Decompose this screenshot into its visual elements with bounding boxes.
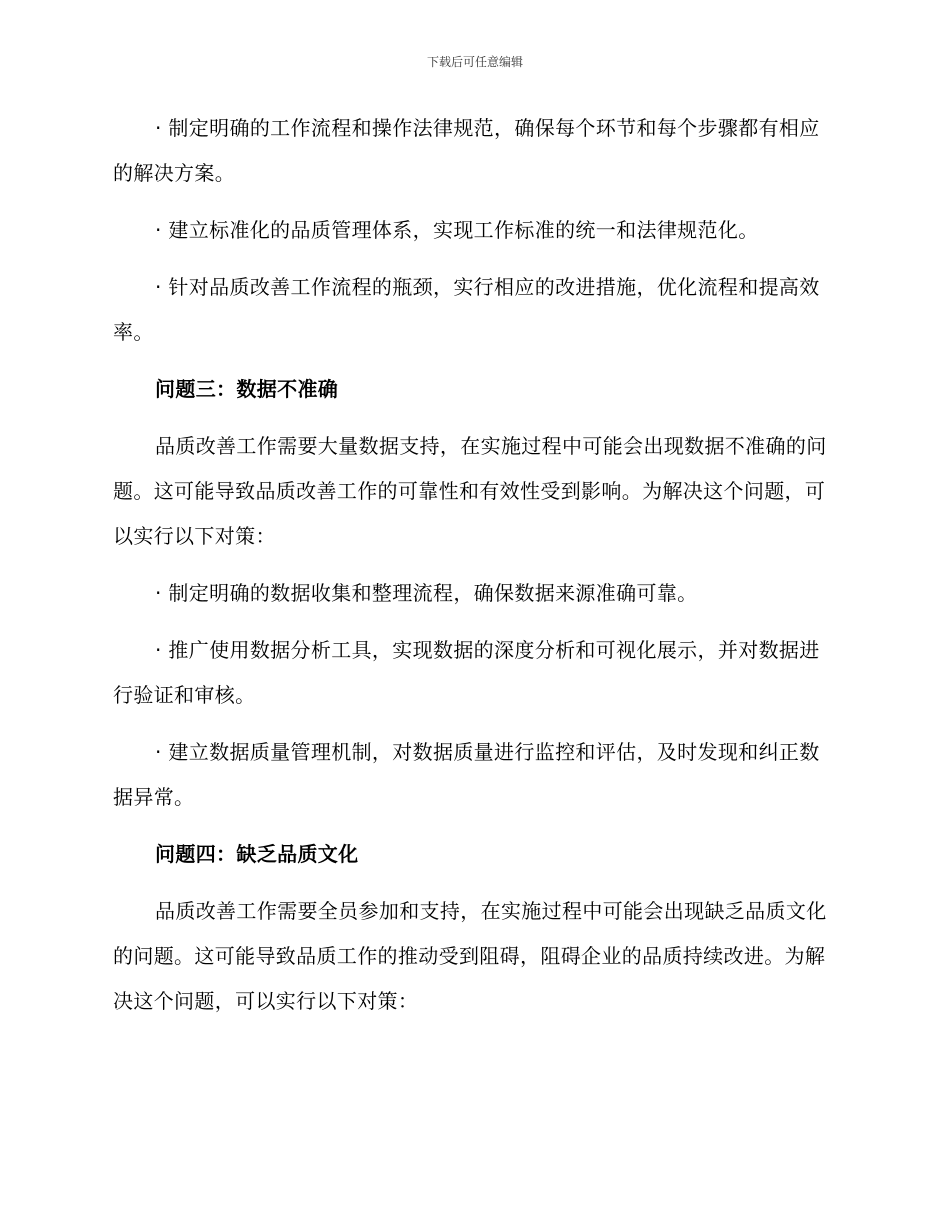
bullet-paragraph: · 针对品质改善工作流程的瓶颈，实行相应的改进措施，优化流程和提高效率。 bbox=[113, 275, 820, 344]
section-heading: 问题三：数据不准确 bbox=[155, 377, 339, 401]
bullet-paragraph: · 推广使用数据分析工具，实现数据的深度分析和可视化展示，并对数据进行验证和审核。 bbox=[113, 638, 820, 707]
bullet-paragraph: · 制定明确的数据收集和整理流程，确保数据来源准确可靠。 bbox=[155, 581, 698, 605]
bullet-paragraph: · 建立数据质量管理机制，对数据质量进行监控和评估，及时发现和纠正数据异常。 bbox=[113, 740, 820, 809]
page-header: 下载后可任意编辑 bbox=[426, 55, 523, 69]
bullet-paragraph: · 建立标准化的品质管理体系，实现工作标准的统一和法律规范化。 bbox=[155, 218, 759, 242]
body-paragraph: 品质改善工作需要全员参加和支持，在实施过程中可能会出现缺乏品质文化的问题。这可能导致品质工作的推动受到阻碍，阻碍企业的品质持续改进。为解决这个问题，可以实行以下对策： bbox=[113, 899, 827, 1013]
document-body bbox=[113, 106, 833, 1036]
body-paragraph: 品质改善工作需要大量数据支持，在实施过程中可能会出现数据不准确的问题。这可能导致品质改善工作的可靠性和有效性受到影响。为解决这个问题，可以实行以下对策： bbox=[113, 434, 827, 548]
bullet-paragraph: · 制定明确的工作流程和操作法律规范，确保每个环节和每个步骤都有相应的解决方案。 bbox=[113, 116, 820, 185]
section-heading: 问题四：缺乏品质文化 bbox=[155, 842, 359, 866]
